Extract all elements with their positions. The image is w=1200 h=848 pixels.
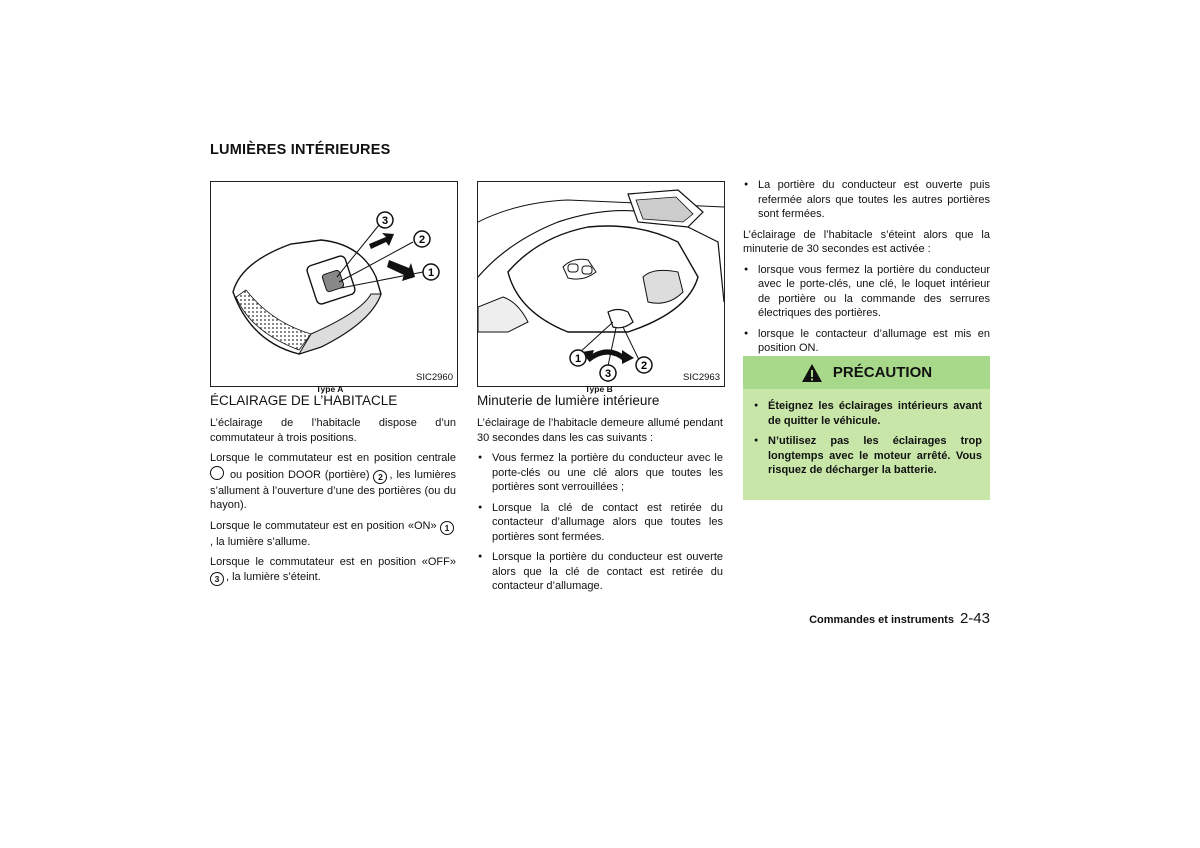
section-heading: Minuterie de lumière intérieure <box>477 393 660 408</box>
paragraph <box>210 519 456 550</box>
column-2 <box>477 393 723 600</box>
text: , la lumière s’allume. <box>210 535 311 548</box>
center-position-circle-icon <box>210 466 224 480</box>
svg-text:1: 1 <box>574 353 582 365</box>
list-item: ● N’utilisez pas les éclairages trop longtemps avec le moteur arrêté. Vous risquez de décharger la batterie. <box>753 434 982 478</box>
marker-2 <box>414 231 430 247</box>
page-number: 2-43 <box>959 610 990 627</box>
paragraph <box>210 451 456 513</box>
paragraph: L’éclairage de l’habitacle s’éteint alors que la minuterie de 30 secondes est activée : <box>743 228 990 255</box>
caution-header <box>743 356 990 389</box>
position-marker-3: 3 <box>210 572 224 586</box>
paragraph <box>210 555 456 586</box>
paragraph: L’éclairage de l’habitacle dispose d’un commutateur à trois positions. <box>210 417 456 444</box>
section-heading: ÉCLAIRAGE DE L’HABITACLE <box>210 393 398 408</box>
column-3 <box>743 178 990 362</box>
figure-type-a <box>210 181 458 387</box>
svg-text:3: 3 <box>604 368 612 380</box>
column-1 <box>210 393 456 592</box>
body-text <box>210 416 456 586</box>
list-item: ● lorsque vous fermez la portière du conducteur avec le porte-clés, une clé, le loquet intérieur de portière ou la commande des serrures électriques des portières. <box>743 263 990 321</box>
marker-3 <box>377 212 393 228</box>
marker-1 <box>570 350 586 366</box>
bullet-list <box>743 263 990 356</box>
list-item: ● Lorsque la clé de contact est retirée du contacteur d’allumage alors que toutes les portières sont fermées. <box>477 501 723 545</box>
list-item: ● Vous fermez la portière du conducteur avec le porte-clés ou une clé alors que toutes les portières sont verrouillées ; <box>477 451 723 495</box>
chapter-label: Commandes et instruments <box>809 614 954 626</box>
list-item: ● La portière du conducteur est ouverte puis refermée alors que toutes les autres portières sont fermées. <box>743 178 990 222</box>
marker-2 <box>636 357 652 373</box>
text: Lorsque le commutateur est en position centrale <box>210 452 456 464</box>
page-footer <box>809 610 990 627</box>
text: , les lumières s’allument à l’ouverture d’une des portières (ou du hayon). <box>210 468 456 511</box>
caution-list <box>743 389 990 478</box>
svg-text:2: 2 <box>418 234 426 246</box>
figure-caption: Type A <box>316 384 344 394</box>
overhead-console-illustration <box>478 182 724 386</box>
bullet-list <box>477 451 723 594</box>
list-item: ● lorsque le contacteur d’allumage est mis en position ON. <box>743 327 990 356</box>
figure-caption: Type B <box>585 384 613 394</box>
figure-code: SIC2960 <box>416 372 453 383</box>
svg-text:1: 1 <box>427 267 435 279</box>
list-item: ● Lorsque la portière du conducteur est ouverte alors que la clé de contact est retirée du contacteur d’allumage. <box>477 550 723 594</box>
caution-box <box>743 356 990 500</box>
section-title: LUMIÈRES INTÉRIEURES <box>210 142 391 158</box>
bullet-list <box>743 178 990 222</box>
dome-light-illustration <box>211 182 457 386</box>
position-marker-2: 2 <box>373 470 387 484</box>
text: Lorsque le commutateur est en position «ON» <box>210 519 437 532</box>
text: , la lumière s’éteint. <box>226 570 321 583</box>
text: Lorsque le commutateur est en position «OFF» <box>210 556 456 568</box>
paragraph: L’éclairage de l’habitacle demeure allumé pendant 30 secondes dans les cas suivants : <box>477 417 723 444</box>
marker-1 <box>423 264 439 280</box>
caution-title: PRÉCAUTION <box>832 364 933 381</box>
marker-3 <box>600 365 616 381</box>
warning-triangle-icon <box>801 363 823 383</box>
svg-text:3: 3 <box>381 215 389 227</box>
text: ou position DOOR (portière) <box>229 468 370 481</box>
figure-code: SIC2963 <box>683 372 720 383</box>
svg-text:2: 2 <box>640 360 648 372</box>
position-marker-1: 1 <box>440 521 454 535</box>
list-item: ● Éteignez les éclairages intérieurs avant de quitter le véhicule. <box>753 399 982 428</box>
figure-type-b <box>477 181 725 387</box>
